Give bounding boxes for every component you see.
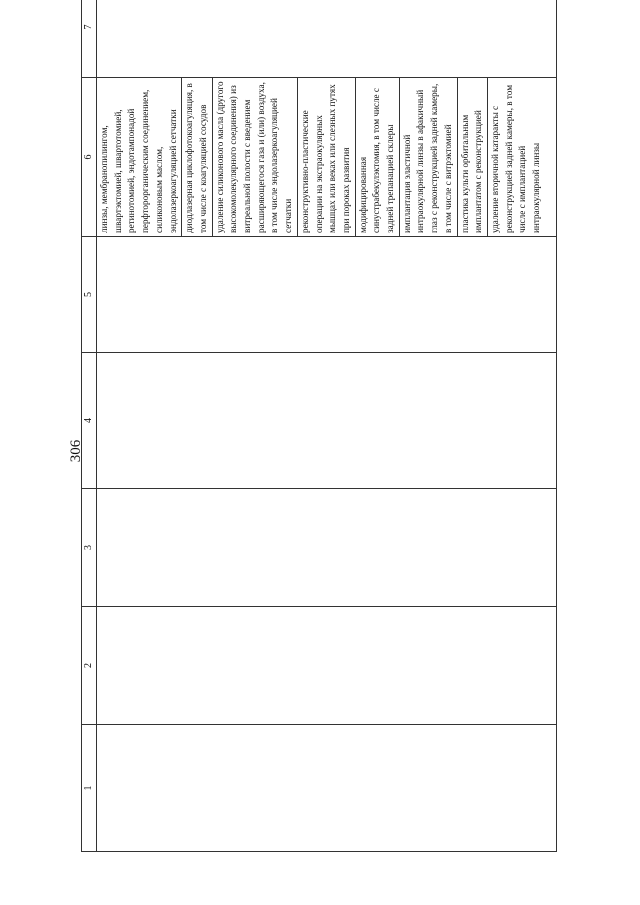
column-number-7: 7 (82, 0, 97, 78)
procedure-entry: имплантация эластичной интраокулярной линзы в афакичный глаз с реконструкцией задней камеры, в том числе с витрэктомией (400, 78, 458, 236)
column-number-4: 4 (82, 353, 97, 489)
cell-col-1 (97, 725, 557, 852)
procedure-entry: реконструктивно-пластические операции на экстраокулярных мышцах или веках или слезных путях при пороках развития (298, 78, 356, 236)
header-row (82, 0, 97, 852)
procedure-entry: линзы, мембранопилингом, швартэктомией, швартотомией, ретинотомией, эндотампонадой перфторорганическим соединением, силиконовым маслом, эндолазеркоагуляцией сетчатки (97, 78, 182, 236)
cell-col-2 (97, 607, 557, 725)
procedure-entry: диодлазерная циклофотокоагуляция, в том числе с коагуляцией сосудов (182, 78, 212, 236)
procedure-entry: удаление силиконового масла (другого высокомолекулярного соединения) из витреальной полости с введением расширяющегося газа и (или) воздуха, в том числе эндолазеркоагуляцией сетчатки (213, 78, 298, 236)
cell-col-3 (97, 489, 557, 607)
cell-col-6 (97, 78, 557, 237)
column-number-5: 5 (82, 237, 97, 353)
cell-col-5 (97, 237, 557, 353)
column-number-6: 6 (82, 78, 97, 237)
cell-col-4 (97, 353, 557, 489)
procedure-entry: удаление вторичной катаракты с реконструкцией задней камеры, в том числе с имплантацией интраокулярной линзы (489, 84, 542, 233)
procedure-entry: модифицированная синустрабекулэктомия, в том числе с задней трепанацией склеры (356, 78, 400, 236)
procedures-table (81, 0, 557, 852)
body-row (97, 0, 557, 852)
column-number-3: 3 (82, 489, 97, 607)
column-number-2: 2 (82, 607, 97, 725)
column-number-1: 1 (82, 725, 97, 852)
rotated-table-wrapper (81, 24, 557, 852)
cell-col-7 (97, 0, 557, 78)
page-number: 306 (68, 439, 84, 463)
procedure-entry: пластика культи орбитальным имплантатом с реконструкцией (458, 78, 488, 236)
